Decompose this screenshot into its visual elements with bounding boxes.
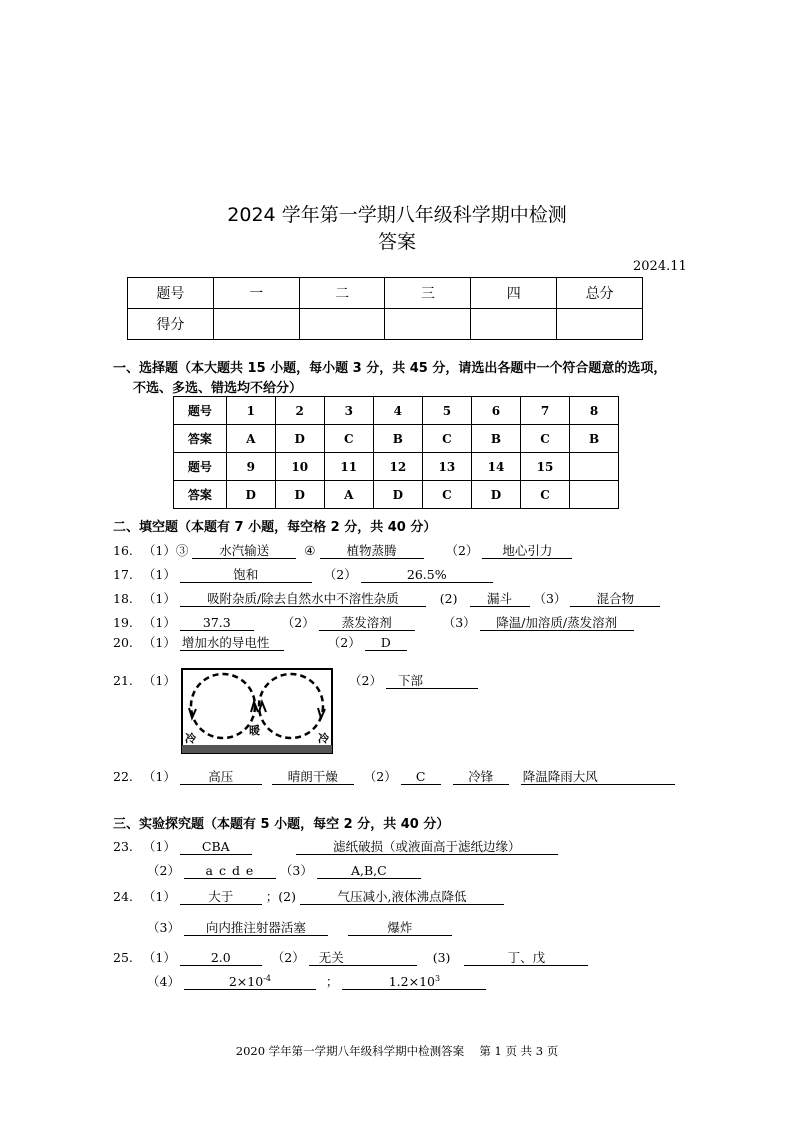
- row-label: 题号: [174, 397, 227, 425]
- score-cell: [557, 309, 643, 340]
- part-label: （1）③: [142, 543, 189, 558]
- question-number: 6: [471, 397, 520, 425]
- answer-blank: 高压: [180, 770, 262, 785]
- answer-line-19: [113, 613, 634, 631]
- answer-cell: D: [471, 481, 520, 509]
- question-number: 14: [471, 453, 520, 481]
- part-label: （2）: [327, 635, 361, 650]
- question-number: 19.: [113, 615, 133, 630]
- question-number: 3: [324, 397, 373, 425]
- answer-cell: C: [521, 425, 570, 453]
- question-number: 17.: [113, 567, 133, 582]
- question-number: 4: [373, 397, 422, 425]
- answer-cell: [570, 481, 619, 509]
- cold-label-left: 冷: [185, 732, 196, 745]
- part-label: （1）: [142, 635, 176, 650]
- question-number: 24.: [113, 889, 133, 904]
- part-label: （2）: [363, 769, 397, 784]
- part-label: （3）: [533, 591, 567, 606]
- table-row: [174, 397, 619, 425]
- question-number: 16.: [113, 543, 133, 558]
- answer-blank: 无关: [309, 951, 417, 966]
- answer-blank: 吸附杂质/除去自然水中不溶性杂质: [180, 592, 426, 607]
- part-label: （1）: [142, 839, 176, 854]
- answer-blank: [342, 972, 486, 990]
- answer-line-22: [113, 767, 675, 785]
- part-label: （1）: [142, 591, 176, 606]
- answer-blank: 2.0: [180, 951, 262, 966]
- answer-blank: a c d e: [184, 864, 276, 879]
- row-label: 答案: [174, 481, 227, 509]
- answer-blank: 漏斗: [470, 592, 530, 607]
- score-header-cell: 三: [385, 278, 471, 309]
- answer-line-25b: [147, 972, 486, 990]
- answer-line-18: [113, 589, 660, 607]
- separator: ；: [325, 974, 339, 990]
- answer-cell: D: [226, 481, 275, 509]
- part-label: （1）: [142, 673, 176, 688]
- question-number: 15: [521, 453, 570, 481]
- question-number: 25.: [113, 950, 133, 965]
- question-number: 9: [226, 453, 275, 481]
- part-label: （1）: [142, 615, 176, 630]
- part-label: （2）: [445, 543, 479, 558]
- warm-label: 暖: [249, 724, 260, 737]
- question-number: 5: [422, 397, 471, 425]
- answer-blank: 冷锋: [453, 770, 509, 785]
- question-number: 11: [324, 453, 373, 481]
- answer-blank: 混合物: [570, 592, 660, 607]
- question-number: 13: [422, 453, 471, 481]
- answer-cell: B: [570, 425, 619, 453]
- part-label: （1）: [142, 950, 176, 965]
- answer-blank: CBA: [180, 840, 252, 855]
- part-label: （1）: [142, 769, 176, 784]
- question-number: 12: [373, 453, 422, 481]
- answer-cell: C: [422, 481, 471, 509]
- part-label: (3): [432, 950, 451, 965]
- question-number: 22.: [113, 769, 133, 784]
- page-subtitle: 答案: [377, 231, 416, 253]
- score-header-cell: 四: [471, 278, 557, 309]
- answer-line-24: [113, 887, 504, 905]
- answer-blank: [184, 972, 316, 990]
- answer-blank: 增加水的导电性: [180, 636, 284, 651]
- answer-blank: 水汽输送: [192, 544, 296, 559]
- table-row: [174, 425, 619, 453]
- answer-line-17: [113, 565, 493, 583]
- part-label: （2）: [281, 615, 315, 630]
- answer-exponent: 3: [435, 974, 441, 983]
- answer-blank: 地心引力: [482, 544, 572, 559]
- table-row: [174, 453, 619, 481]
- question-number: 18.: [113, 591, 133, 606]
- answer-cell: D: [275, 425, 324, 453]
- answer-exponent: -4: [263, 974, 271, 983]
- table-row: [174, 481, 619, 509]
- score-table: [127, 277, 643, 340]
- answer-base: 2×10: [228, 974, 264, 990]
- part-label: （1）: [142, 567, 176, 582]
- section1-heading-line1: 一、选择题（本大题共 15 小题，每小题 3 分，共 45 分，请选出各题中一个符合题意的选项，: [113, 361, 667, 376]
- answer-cell: C: [422, 425, 471, 453]
- section3-heading: 三、实验探究题（本题有 5 小题，每空 2 分，共 40 分）: [113, 817, 450, 832]
- answer-blank: 大于: [180, 890, 262, 905]
- question-number: 20.: [113, 635, 133, 650]
- part-label: （2）: [349, 673, 382, 688]
- answer-line-20: [113, 633, 407, 651]
- answer-blank: 晴朗干燥: [272, 770, 354, 785]
- part-label: （2）: [271, 950, 305, 965]
- answer-cell: A: [324, 481, 373, 509]
- part-label: （3）: [442, 615, 476, 630]
- score-cell: [471, 309, 557, 340]
- answer-blank: 植物蒸腾: [320, 544, 424, 559]
- answer-cell: D: [373, 481, 422, 509]
- part-label: （4）: [147, 974, 180, 990]
- row-label: 题号: [174, 453, 227, 481]
- exam-date: 2024.11: [633, 259, 687, 274]
- answer-cell: C: [324, 425, 373, 453]
- page-footer: 2020 学年第一学期八年级科学期中检测答案 第 1 页 共 3 页: [235, 1044, 559, 1058]
- part-label: （1）: [142, 889, 176, 904]
- cold-label-right: 冷: [318, 732, 329, 745]
- answer-blank: A,B,C: [317, 864, 421, 879]
- score-header-cell: 二: [299, 278, 385, 309]
- answer-blank: 爆炸: [348, 921, 452, 936]
- part-label: (2): [439, 591, 458, 606]
- answer-blank: 丁、戊: [464, 951, 588, 966]
- question-number: [570, 453, 619, 481]
- answer-blank: 降温降雨大风: [521, 770, 675, 785]
- answer-blank: 蒸发溶剂: [319, 616, 415, 631]
- page-title: 2024 学年第一学期八年级科学期中检测: [227, 204, 567, 226]
- part-label: （2）: [147, 863, 180, 878]
- part-label: （3）: [147, 920, 180, 935]
- answer-blank: D: [365, 636, 407, 651]
- answer-cell: D: [275, 481, 324, 509]
- answer-line-21: [113, 671, 176, 689]
- section1-heading-line2: 不选、多选、错选均不给分）: [133, 381, 303, 396]
- question-number: 10: [275, 453, 324, 481]
- row-label: 答案: [174, 425, 227, 453]
- question-number: 21.: [113, 673, 133, 688]
- answer-blank: 滤纸破损（或液面高于滤纸边缘）: [296, 840, 558, 855]
- answer-line-25: [113, 948, 588, 966]
- answer-blank: 饱和: [180, 568, 312, 583]
- answer-blank: 37.3: [180, 616, 254, 631]
- question-number: 1: [226, 397, 275, 425]
- score-header-cell: 一: [213, 278, 299, 309]
- question-number: 7: [521, 397, 570, 425]
- answer-blank: C: [401, 770, 441, 785]
- answer-table: [173, 396, 619, 509]
- question-number: 8: [570, 397, 619, 425]
- convection-diagram: [181, 668, 333, 754]
- answer-line-23b: [147, 861, 421, 879]
- score-cell: [299, 309, 385, 340]
- part-label: ；(2): [265, 889, 297, 904]
- answer-cell: C: [521, 481, 570, 509]
- answer-line-16: [113, 541, 572, 559]
- answer-blank: 降温/加溶质/蒸发溶剂: [480, 616, 634, 631]
- answer-line-23: [113, 837, 558, 855]
- part-label: （2）: [323, 567, 357, 582]
- score-cell: [213, 309, 299, 340]
- answer-cell: B: [373, 425, 422, 453]
- answer-line-24b: [147, 918, 452, 936]
- question-number: 23.: [113, 839, 133, 854]
- answer-base: 1.2×10: [388, 974, 435, 990]
- answer-blank: 26.5%: [361, 568, 493, 583]
- score-header-cell: 总分: [557, 278, 643, 309]
- question-number: 2: [275, 397, 324, 425]
- part-label: （3）: [279, 863, 313, 878]
- answer-blank: 下部: [386, 674, 478, 689]
- section2-heading: 二、填空题（本题有 7 小题，每空格 2 分，共 40 分）: [113, 520, 437, 535]
- score-cell: [385, 309, 471, 340]
- score-row-label: 得分: [128, 309, 214, 340]
- answer-blank: 气压减小,液体沸点降低: [300, 890, 504, 905]
- part-label: ④: [304, 543, 316, 558]
- answer-blank: 向内推注射器活塞: [184, 921, 328, 936]
- answer-line-21-part2: [349, 671, 478, 689]
- answer-cell: A: [226, 425, 275, 453]
- answer-cell: B: [471, 425, 520, 453]
- score-header-cell: 题号: [128, 278, 214, 309]
